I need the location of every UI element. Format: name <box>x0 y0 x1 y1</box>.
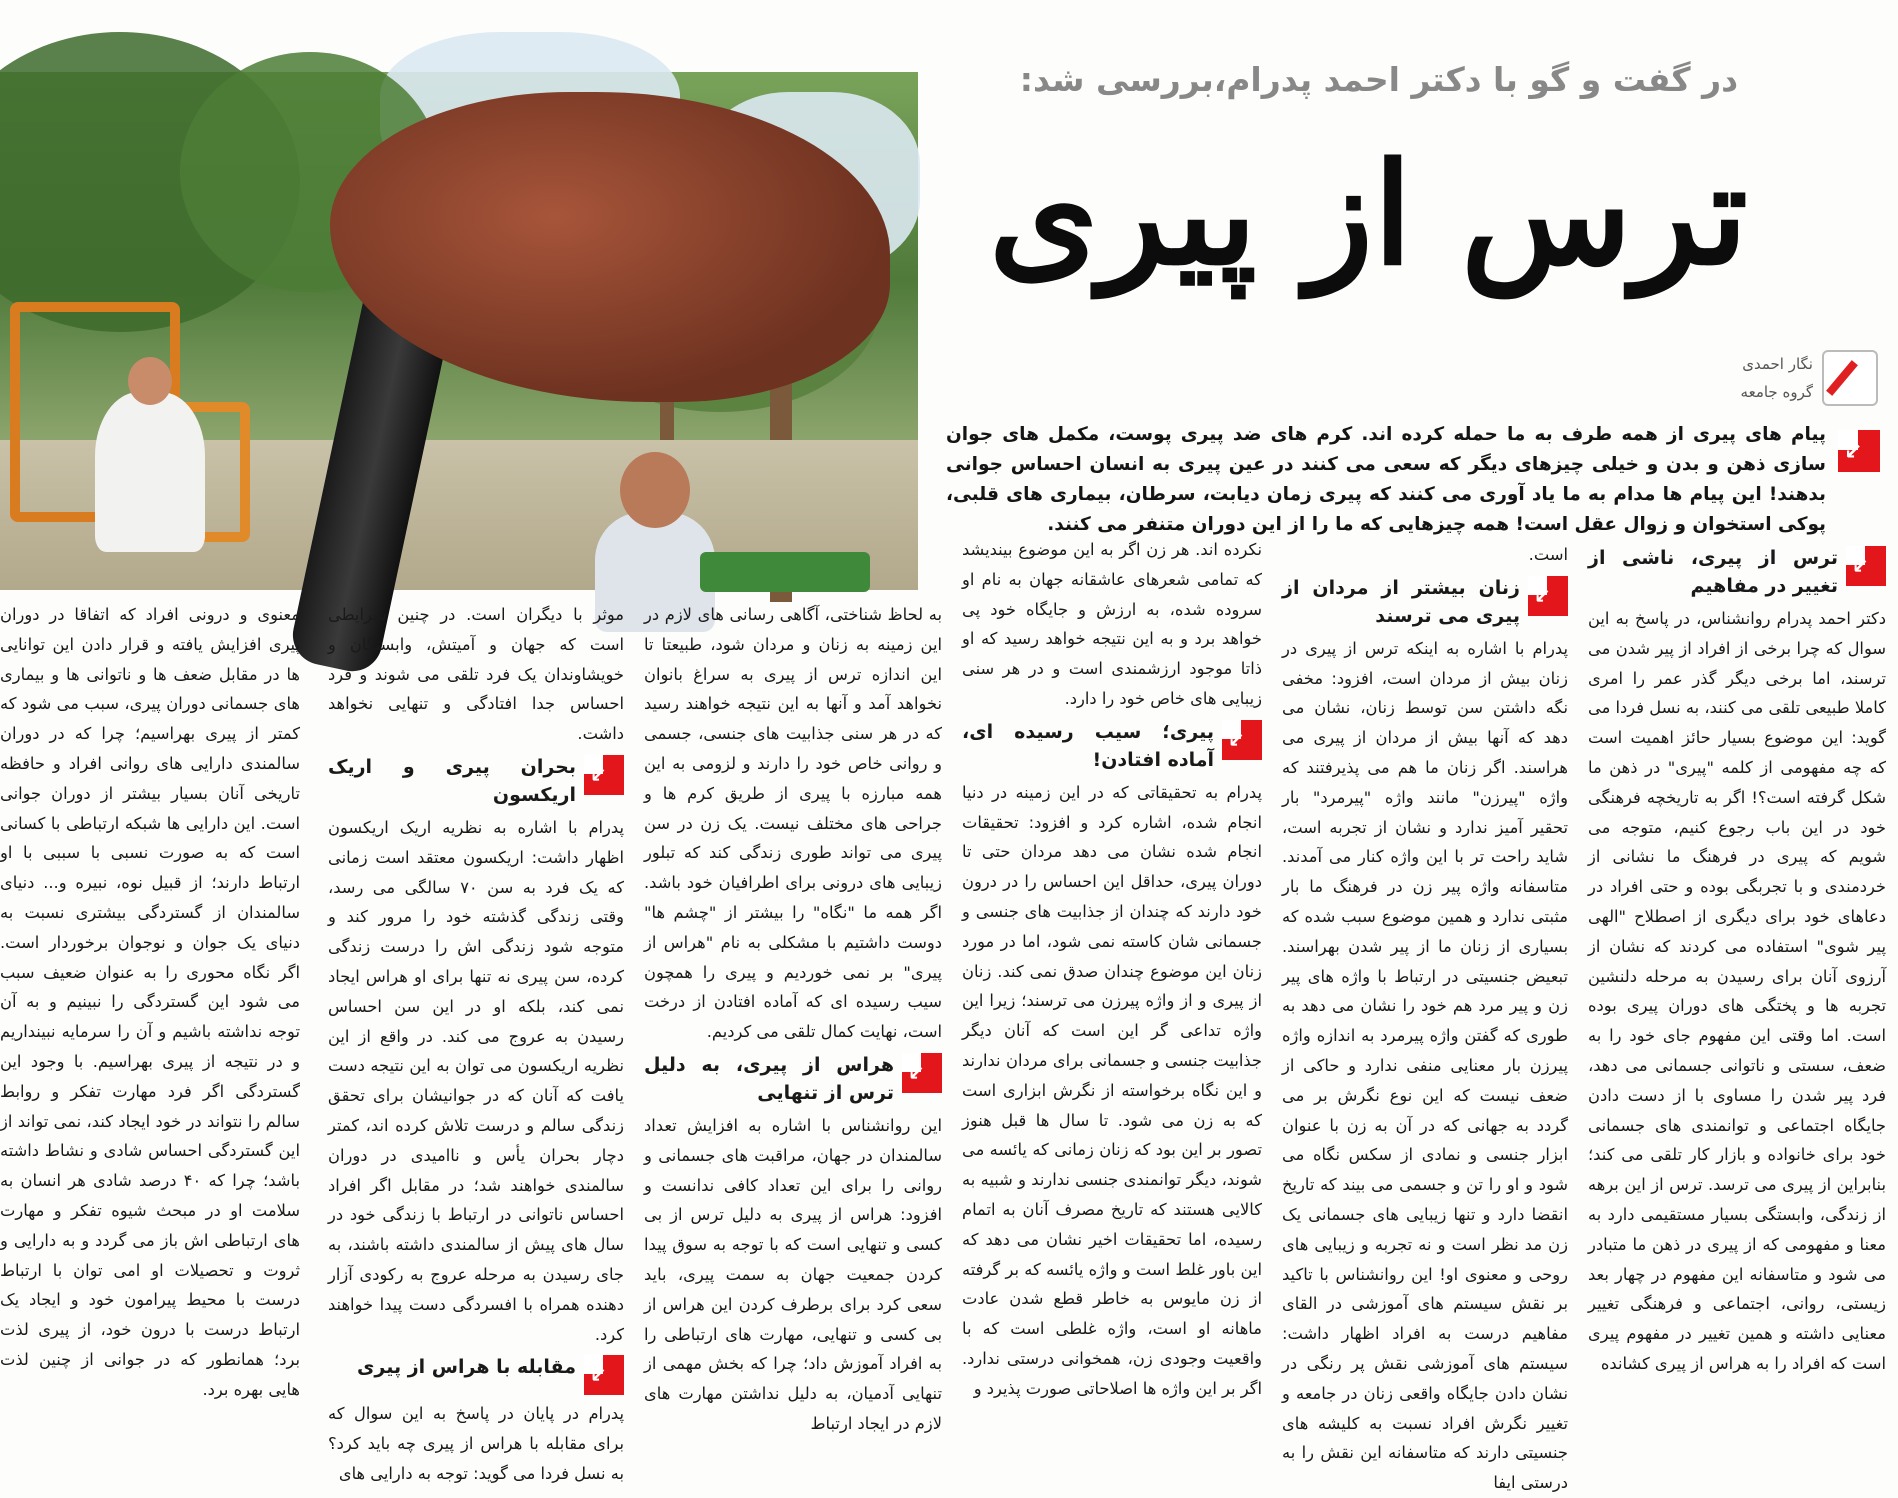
author-name: نگار احمدی <box>1742 355 1813 373</box>
section-heading: ↙ مقابله با هراس از پیری <box>328 1353 624 1395</box>
column-text-continued: موثر با دیگران است. در چنین شرایطی است که جهان و آمیتش، وابستگان و خویشاوندان یک فرد تلقی می شوند و فرد احساس جدا افتادگی و تنهایی نخواهد داشت. <box>328 605 624 744</box>
column-text: پدرام با اشاره به نظریه اریک اریکسون اظهار داشت: اریکسون معتقد است زمانی که یک فرد به سن ۷۰ سالگی می رسد، وقتی زندگی گذشته خود را مرور کند و متوجه شود زندگی اش را درست زندگی کرده، سن پیری نه تنها برای او هراس ایجاد نمی کند، بلکه او در این سن احساس رسیدن به عروج می کند. در واقع از این نظریه اریکسون می توان به این نتیجه دست یافت که آنان که در جوانیشان برای تحقق زندگی سالم و درست تلاش کرده اند، کمتر دچار بحران یأس و ناامیدی در دوران سالمندی خواهند شد؛ در مقابل اگر افراد احساس ناتوانی در ارتباط با زندگی خود در سال های پیش از سالمندی داشته باشند، به جای رسیدن به مرحله عروج به رکودی آزار دهنده همراه با افسردگی دست پیدا خواهند کرد. <box>328 817 625 1344</box>
section-heading: ↙ ترس از پیری، ناشی از تغییر در مفاهیم <box>1588 544 1886 600</box>
column-text-continued: به لحاظ شناختی، آگاهی رسانی های لازم در این زمینه به زنان و مردان شود، طبیعتا تا این اندازه ترس از پیری به سراغ بانوان نخواهد آمد و آنها به این نتیجه خواهند رسید که در هر سنی جذابیت های جنسی، جسمی و روانی خاص خود را دارند و لزومی به این همه مبارزه با پیری از طریق کرم ها و جراحی های مختلف نیست. یک زن در سن پیری می تواند طوری زندگی کند که تبلور زیبایی های درونی برای اطرافیان خود باشد. اگر همه ما "نگاه" را بیشتر از "چشم ها" دوست داشتیم با مشکلی به نام "هراس از پیری" بر نمی خوردیم و پیری را همچون سیب رسیده ای که آماده افتادن از درخت است، نهایت کمال تلقی می کردیم. <box>644 605 942 1042</box>
article-column-5 <box>328 600 625 1483</box>
article-subtitle: در گفت و گو با دکتر احمد پدرام،بررسی شد: <box>1019 60 1738 99</box>
column-text-continued: است. <box>1528 545 1568 564</box>
article-photo <box>0 72 918 590</box>
column-text: پدرام به تحقیقاتی که در این زمینه در دنیا انجام شده، اشاره کرد و افزود: تحقیقات انجام شده نشان می دهد مردان حتی تا دوران پیری، حداقل این احساس را در درون خود دارند که چندان از جذابیت های جنسی و جسمانی شان کاسته نمی شود، اما در مورد زنان این موضوع چندان صدق نمی کند. زنان از پیری و از واژه پیرزن می ترسند؛ زیرا این واژه تداعی گر این است که آنان دیگر جذابیت جنسی و جسمانی برای مردان ندارند و این نگاه برخواسته از نگرش ابزاری است که به زن می شود. تا سال ها قبل هنوز تصور بر این بود که زنان زمانی که یائسه می شوند، دیگر توانمندی جنسی ندارند و شبیه به کالایی هستند که تاریخ مصرف آنان به اتمام رسیده، اما تحقیقات اخیر نشان می دهد که این باور غلط است و واژه یائسه که بر گرفته از زن مایوس به خاطر قطع شدن عادت ماهانه او است، واژه غلطی است که با واقعیت وجودی زن، همخوانی درستی ندارد. اگر بر این واژه ها اصلاحاتی صورت پذیرد و <box>962 782 1262 1398</box>
section-marker-icon <box>584 755 624 795</box>
article-column-2 <box>1282 540 1568 1493</box>
column-text-continued: نکرده اند. هر زن اگر به این موضوع بیندیشد که تمامی شعرهای عاشقانه جهان به نام او سروده شده، به ارزش و جایگاه خود پی خواهد برد و به این نتیجه خواهد رسید که او ذاتا موجود ارزشمندی است و در هر سنی زیبایی های خاص خود را دارد. <box>962 540 1262 708</box>
section-heading: ↙ بحران پیری و اریک اریکسون <box>328 753 624 809</box>
article-lead: پیام های پیری از همه طرف به ما حمله کرده اند. کرم های ضد پیری پوست، مکمل های جوان سازی ذهن و بدن و خیلی چیزهای دیگر که سعی می کنند در عین پیری به انسان احساس جوانی بدهند! این پیام ها مدام به ما یاد آوری می کنند که پیری زمان دیابت، سرطان، بیماری های قلبی، پوکی استخوان و زوال عقل است! همه چیزهایی که ما را از این دوران متنفر می کنند. <box>946 424 1826 535</box>
article-column-4 <box>644 600 942 1433</box>
article-column-6 <box>0 600 300 1398</box>
column-text: دکتر احمد پدرام روانشناس، در پاسخ به این سوال که چرا برخی از افراد از پیر شدن می ترسند، اما برخی دیگر گذر عمر را امری کاملا طبیعی تلقی می کنند، به نسل فردا می گوید: این موضوع بسیار حائز اهمیت است که چه مفهومی از کلمه "پیری" در ذهن ما شکل گرفته است؟! اگر به تاریخچه فرهنگی خود در این باب رجوع کنیم، متوجه می شویم که پیری در فرهنگ ما نشانی از خردمندی و با تجربگی بوده و حتی افراد در دعاهای خود برای دیگری از اصطلاح "الهی پیر شوی" استفاده می کردند که نشان از آرزوی آنان برای رسیدن به مرحله دلنشین تجربه ها و پختگی های دوران پیری بوده است. اما وقتی این مفهوم جای خود را به ضعف، سستی و ناتوانی جسمانی می دهد، فرد پیر شدن را مساوی با از دست دادن جایگاه اجتماعی و توانمندی های جسمانی خود برای خانواده و بازار کار تلقی می کند؛ بنابراین از پیری می ترسد. ترس از این برهه از زندگی، وابستگی بسیار مستقیمی دارد به معنا و مفهومی که از پیری در ذهن ما متبادر می شود و متاسفانه این مفهوم در چهار بعد زیستی، روانی، اجتماعی و فرهنگی تغییر معنایی داشته و همین تغییر در مفهوم پیری است که افراد را به هراس از پیری کشانده <box>1588 609 1886 1373</box>
column-text: این روانشناس با اشاره به افزایش تعداد سالمندان در جهان، مراقبت های جسمانی و روانی را برای این تعداد کافی ندانست و افزود: هراس از پیری به دلیل ترس از بی کسی و تنهایی است که با توجه به سوق پیدا کردن جمعیت جهان به سمت پیری، باید سعی کرد برای برطرف کردن این هراس از بی کسی و تنهایی، مهارت های ارتباطی را به افراد آموزش داد؛ چرا که بخش مهمی از تنهایی آدمیان، به دلیل نداشتن مهارت های لازم در ایجاد ارتباط <box>644 1115 942 1433</box>
pen-icon <box>1822 350 1878 406</box>
section-marker-icon <box>1528 576 1568 616</box>
column-text: پدرام با اشاره به اینکه ترس از پیری در زنان بیش از مردان است، افزود: مخفی نگه داشتن سن توسط زنان، نشان می دهد که آنها بیش از مردان از پیری می هراسند. اگر زنان ما هم می پذیرفتند که واژه "پیرزن" مانند واژه "پیرمرد" بار تحقیر آمیز ندارد و نشان از تجربه است، شاید راحت تر با این واژه کنار می آمدند. متاسفانه واژه پیر زن در فرهنگ ما بار مثبتی ندارد و همین موضوع سبب شده که بسیاری از زنان ما از پیر شدن بهراسند. تبعیض جنسیتی در ارتباط با واژه های پیر زن و پیر مرد هم خود را نشان می دهد به طوری که گفتن واژه پیرمرد به اندازه واژه پیرزن بار معنایی منفی ندارد و حاکی از ضعف نیست که این نوع نگرش بر می گردد به جهانی که در آن به زن با عنوان ابزار جنسی و نمادی از سکس نگاه می شود و او را تن و جسمی می بیند که تاریخ انقضا دارد و تنها زیبایی های جسمانی یک زن مد نظر است و نه تجربه و زیبایی های روحی و معنوی او! این روانشناس با تاکید بر نقش سیستم های آموزشی در القای مفاهیم درست به افراد اظهار داشت: سیستم های آموزشی نقش پر رنگی در نشان دادن جایگاه واقعی زنان در جامعه و تغییر نگرش افراد نسبت به کلیشه های جنسیتی دارند که متاسفانه این نقش را به درستی ایفا <box>1282 638 1568 1493</box>
article-column-1 <box>1588 540 1886 1398</box>
section-marker-icon <box>584 1355 624 1395</box>
lead-marker-icon <box>1838 430 1880 472</box>
byline <box>1741 350 1813 406</box>
section-marker-icon <box>1846 546 1886 586</box>
column-text: معنوی و درونی افراد که اتفاقا در دوران پیری افزایش یافته و قرار دادن این توانایی ها در مقابل ضعف ها و ناتوانی ها و بیماری های جسمانی دوران پیری، سبب می شود که کمتر از پیری بهراسیم؛ چرا که در دوران سالمندی دارایی های روانی افراد و حافظه تاریخی آنان بسیار بیشتر از دوران جوانی است. این دارایی ها شبکه ارتباطی با کسانی است که به صورت نسبی با سببی با او ارتباط دارند؛ از قبیل نوه، نبیره و... دنیای سالمندان از گستردگی بیشتری نسبت به دنیای یک جوان و نوجوان برخوردار است. اگر نگاه محوری را به عنوان ضعیف سبب می شود این گستردگی را نبینیم و به آن توجه نداشته باشیم و آن را سرمایه نبینداریم و در نتیجه از پیری بهراسیم. با وجود این گستردگی اگر فرد مهارت تفکر و روابط سالم را نتواند در خود ایجاد کند، نمی تواند از این گستردگی احساس شادی و نشاط داشته باشد؛ چرا که ۴۰ درصد شادی هر انسان به سلامت او در مبحث شیوه تفکر و مهارت های ارتباطی اش باز می گردد و به دارایی و ثروت و تحصیلات او امی توان با ارتباط درست با محیط پیرامون خود و ایجاد یک ارتباط درست با درون خود، از پیری لذت برد؛ همانطور که در جوانی از چنین لذت هایی بهره برد. <box>0 605 300 1399</box>
column-text: پدرام در پایان در پاسخ به این سوال که برای مقابله با هراس از پیری چه باید کرد؟ به نسل فردا می گوید: توجه به دارایی های <box>328 1404 624 1483</box>
author-section: گروه جامعه <box>1740 383 1813 401</box>
section-heading: ↙ زنان بیشتر از مردان از پیری می ترسند <box>1282 574 1568 630</box>
article-column-3 <box>962 535 1262 1398</box>
section-heading: ↙ هراس از پیری، به دلیل ترس از تنهایی <box>644 1051 942 1107</box>
section-marker-icon <box>902 1053 942 1093</box>
article-title: ترس از پیری <box>988 133 1748 297</box>
section-heading: ↙ پیری؛ سیب رسیده ای، آماده افتادن! <box>962 718 1262 774</box>
section-marker-icon <box>1222 720 1262 760</box>
